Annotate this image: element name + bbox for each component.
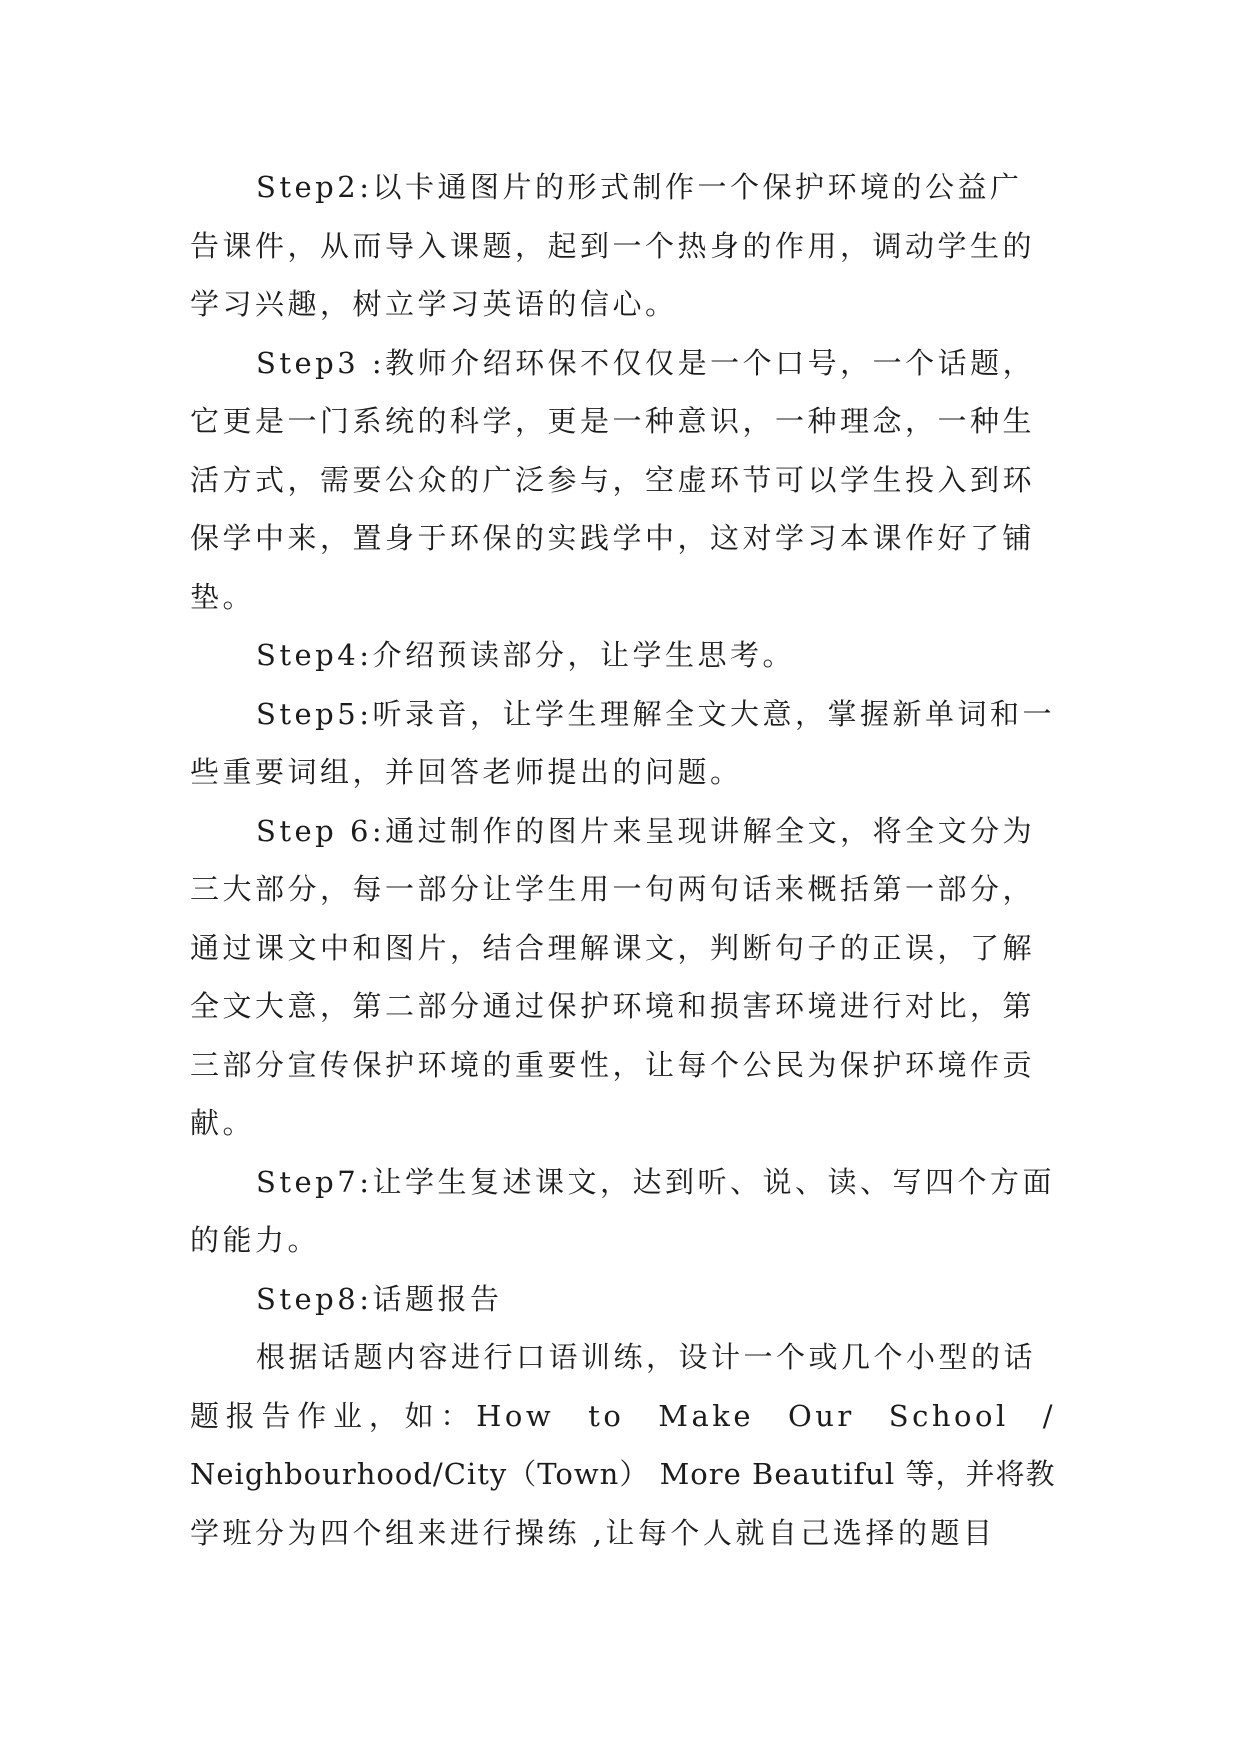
text-line: 它更是一门系统的科学，更是一种意识，一种理念，一种生 (190, 404, 1036, 438)
paragraph-step8 (190, 1270, 1056, 1329)
paragraph-step4 (190, 626, 1056, 685)
text-line: Step5:听录音，让学生理解全文大意，掌握新单词和一 (256, 696, 1055, 731)
text-line: Step4:介绍预读部分，让学生思考。 (256, 638, 795, 672)
text-line: 的能力。 (190, 1223, 321, 1257)
text-line: 保学中来，置身于环保的实践学中，这对学习本课作好了铺 (190, 521, 1036, 555)
text-line: 垫。 (190, 579, 256, 614)
text-line: 学班分为四个组来进行操练 ,让每个人就自己选择的题目 (190, 1515, 996, 1550)
text-line: 通过课文中和图片，结合理解课文，判断句子的正误，了解 (190, 930, 1036, 965)
paragraph-topic-report (190, 1328, 1056, 1562)
text-line: 学习兴趣，树立学习英语的信心。 (190, 287, 678, 321)
paragraph-step5 (190, 685, 1056, 802)
text-line: Step3 :教师介绍环保不仅仅是一个口号，一个话题， (256, 345, 1036, 380)
text-line: 题报告作业，如：How to Make Our School / (190, 1398, 1056, 1433)
text-line: Step8:话题报告 (256, 1281, 503, 1316)
paragraph-step3 (190, 334, 1056, 627)
text-line: 三大部分，每一部分让学生用一句两句话来概括第一部分， (190, 872, 1036, 906)
text-line: 三部分宣传保护环境的重要性，让每个公民为保护环境作贡 (190, 1047, 1036, 1082)
text-line: 活方式，需要公众的广泛参与，空虚环节可以学生投入到环 (190, 462, 1036, 497)
paragraph-step7 (190, 1153, 1056, 1270)
text-line: Step 6:通过制作的图片来呈现讲解全文，将全文分为 (256, 813, 1036, 848)
text-line: 些重要词组，并回答老师提出的问题。 (190, 755, 743, 789)
text-line: 全文大意，第二部分通过保护环境和损害环境进行对比，第 (190, 989, 1036, 1023)
text-line: Neighbourhood/City（Town） More Beautiful 等，并将教 (190, 1457, 1056, 1491)
text-line: 献。 (190, 1106, 256, 1140)
paragraph-step6 (190, 802, 1056, 1153)
text-line: 根据话题内容进行口语训练，设计一个或几个小型的话 (256, 1340, 1037, 1374)
document-body (190, 158, 1056, 1562)
text-line: Step7:让学生复述课文，达到听、说、读、写四个方面 (256, 1164, 1055, 1199)
paragraph-step2 (190, 158, 1056, 334)
text-line: Step2:以卡通图片的形式制作一个保护环境的公益广 (256, 170, 1023, 204)
text-line: 告课件，从而导入课题，起到一个热身的作用，调动学生的 (190, 228, 1036, 263)
